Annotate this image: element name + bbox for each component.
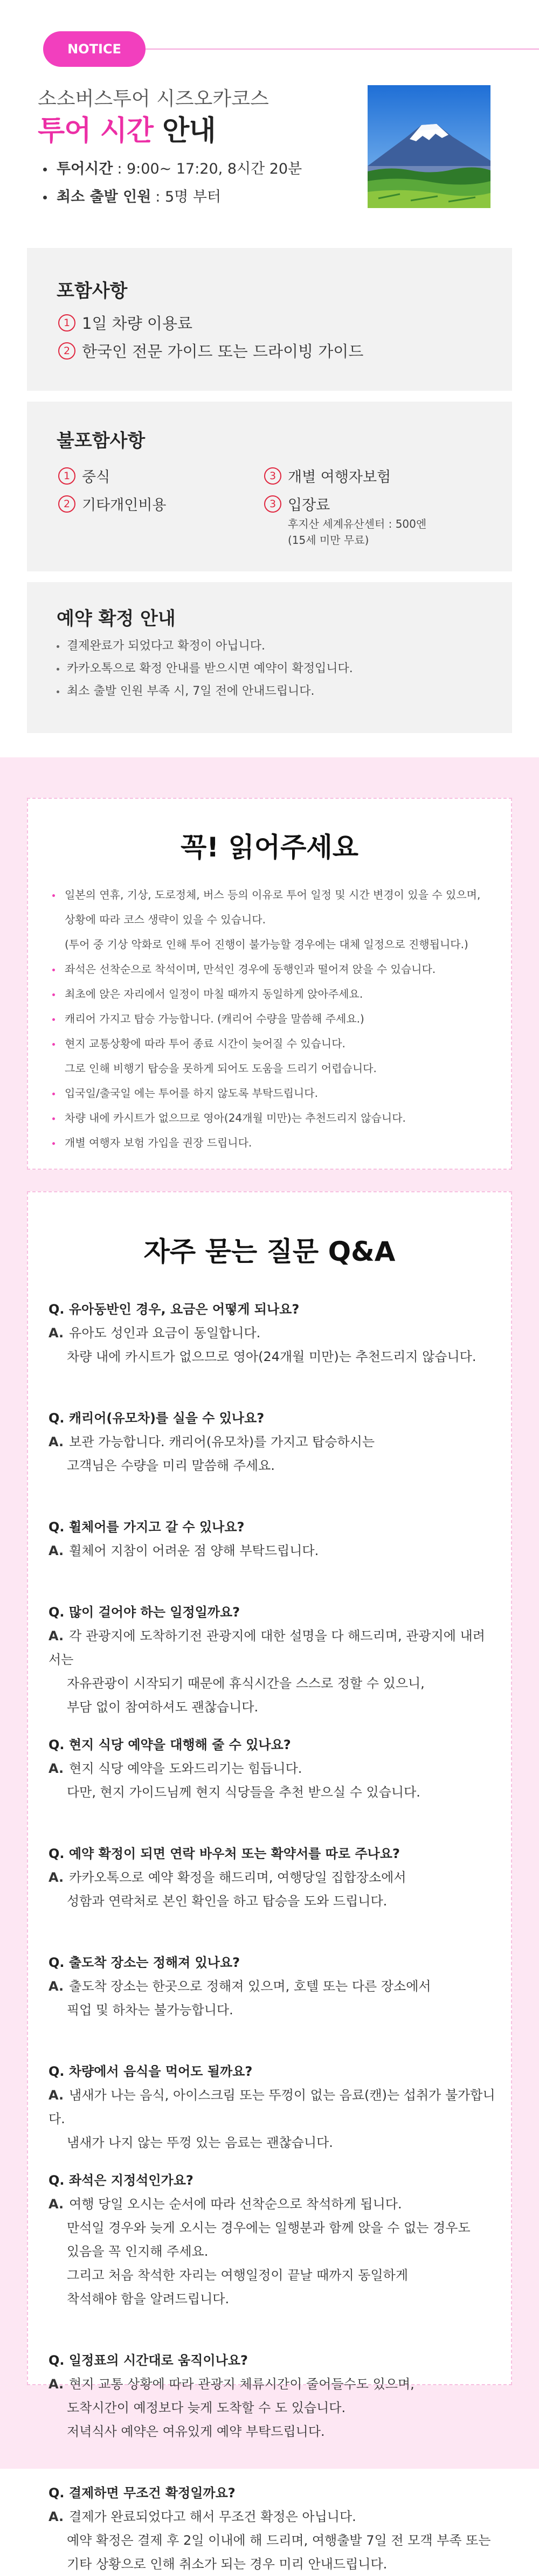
- bullet-dot: [52, 1142, 55, 1145]
- answer-prefix: A.: [49, 2377, 64, 2392]
- number-circle: 3: [264, 495, 281, 513]
- included-item: [58, 340, 363, 362]
- must-read-line: [52, 1056, 480, 1081]
- must-read-line: [52, 1106, 480, 1130]
- faq-answer-continued: 있음을 꼭 인지해 주세요.: [67, 2244, 209, 2259]
- answer-text: 결제가 완료되었다고 해서 무조건 확정은 아닙니다.: [69, 2509, 356, 2524]
- faq-item: [49, 1406, 496, 1477]
- number-circle: 3: [264, 467, 281, 485]
- faq-item: [49, 1515, 496, 1563]
- info-label: 투어시간: [57, 161, 113, 177]
- mount-fuji-image: [368, 85, 490, 208]
- faq-answer: [49, 1430, 496, 1454]
- line-text: 개별 여행자 보험 가입을 권장 드립니다.: [65, 1136, 252, 1149]
- included-title: 포함사항: [57, 280, 128, 302]
- must-read-list: [52, 882, 480, 1155]
- answer-prefix: A.: [49, 1543, 64, 1558]
- faq-answer: [49, 1539, 496, 1563]
- answer-prefix: A.: [49, 2088, 64, 2103]
- faq-answer-continued: 만석일 경우와 늦게 오시는 경우에는 일행분과 함께 앉을 수 없는 경우도: [67, 2220, 471, 2235]
- bullet-dot: [52, 1043, 55, 1046]
- faq-answer-continued: 자유관광이 시작되기 때문에 휴식시간을 스스로 정할 수 있으니,: [67, 1676, 425, 1691]
- note-line: (15세 미만 무료): [288, 534, 369, 547]
- bullet-dot: [57, 690, 59, 693]
- faq-answer: [49, 1624, 496, 1672]
- faq-answer-continued: 기타 상황으로 인해 취소가 되는 경우 미리 안내드립니다.: [67, 2557, 388, 2572]
- line-text: 최초에 앉은 자리에서 일정이 마칠 때까지 동일하게 앉아주세요.: [65, 987, 363, 1000]
- faq-answer-continued: 착석해야 함을 알려드립니다.: [67, 2291, 230, 2306]
- bullet-dot: [57, 668, 59, 671]
- must-read-line: [52, 907, 480, 932]
- faq-item: [49, 1842, 496, 1913]
- faq-item: [49, 1600, 496, 1719]
- faq-answer: [49, 1974, 496, 1998]
- faq-answer: [49, 1757, 496, 1780]
- bullet-dot: [43, 196, 47, 199]
- reservation-list: [57, 635, 353, 703]
- page-title: [38, 108, 216, 148]
- must-read-line: [52, 882, 480, 907]
- item-text: 기타개인비용: [82, 497, 167, 514]
- number-circle: 1: [58, 467, 75, 485]
- faq-answer: [49, 1866, 496, 1889]
- list-item: [57, 635, 353, 658]
- bullet-dot: [52, 1093, 55, 1095]
- item-text: 중식: [82, 469, 110, 486]
- excluded-item: [58, 465, 110, 486]
- faq-answer-continued: 예약 확정은 결제 후 2일 이내에 해 드리며, 여행출발 7일 전 모객 부족 또는: [67, 2533, 491, 2548]
- answer-text: 각 관광지에 도착하기전 관광지에 대한 설명을 다 해드리며, 관광지에 내려서는: [49, 1628, 485, 1667]
- must-read-line: [52, 957, 480, 982]
- faq-answer-continued: 픽업 및 하차는 불가능합니다.: [67, 2002, 233, 2018]
- list-item: [57, 680, 353, 703]
- faq-question: Q. 차량에서 음식을 먹어도 될까요?: [49, 2064, 253, 2079]
- must-read-title: 꼭! 읽어주세요: [180, 832, 358, 863]
- answer-prefix: A.: [49, 1628, 64, 1643]
- faq-item: [49, 1951, 496, 2022]
- must-read-line: [52, 1031, 480, 1056]
- faq-answer: [49, 2192, 496, 2216]
- info-label: 최소 출발 인원: [57, 189, 151, 205]
- must-read-line: [52, 1130, 480, 1155]
- faq-question: Q. 현지 식당 예약을 대행해 줄 수 있나요?: [49, 1737, 291, 1752]
- must-read-box: [27, 798, 512, 1170]
- faq-question: Q. 많이 걸어야 하는 일정일까요?: [49, 1605, 240, 1620]
- title-rest: 안내: [153, 115, 216, 147]
- answer-prefix: A.: [49, 1761, 64, 1776]
- bullet-dot: [52, 969, 55, 971]
- bullet-dot: [57, 645, 59, 648]
- faq-question: Q. 결제하면 무조건 확정일까요?: [49, 2485, 236, 2501]
- answer-text: 휠체어 지참이 어려운 점 양해 부탁드립니다.: [69, 1543, 319, 1558]
- must-read-line: [52, 982, 480, 1006]
- must-read-line: [52, 932, 480, 957]
- faq-question: Q. 유아동반인 경우, 요금은 어떻게 되나요?: [49, 1302, 300, 1317]
- answer-prefix: A.: [49, 2197, 64, 2212]
- answer-prefix: A.: [49, 1870, 64, 1885]
- faq-question: Q. 휠체어를 가지고 갈 수 있나요?: [49, 1520, 245, 1535]
- faq-question: Q. 출도착 장소는 정해져 있나요?: [49, 1955, 240, 1970]
- admission-note: [288, 516, 426, 548]
- faq-item: [49, 1733, 496, 1804]
- info-value: : 9:00~ 17:20, 8시간 20분: [117, 161, 302, 177]
- answer-prefix: A.: [49, 1434, 64, 1449]
- pink-section: [0, 757, 539, 2572]
- faq-answer-continued: 고객님은 수량을 미리 말씀해 주세요.: [67, 1458, 275, 1473]
- faq-item: [49, 2168, 496, 2311]
- included-box: [27, 248, 512, 391]
- answer-text: 유아도 성인과 요금이 동일합니다.: [69, 1325, 261, 1341]
- min-people-row: [43, 183, 302, 211]
- faq-answer-continued: 차량 내에 카시트가 없으므로 영아(24개월 미만)는 추천드리지 않습니다.: [67, 1349, 476, 1364]
- answer-prefix: A.: [49, 1979, 64, 1994]
- faq-answer-continued: 냄새가 나지 않는 뚜껑 있는 음료는 괜찮습니다.: [67, 2135, 333, 2150]
- line-text: 차량 내에 카시트가 없으므로 영아(24개월 미만)는 추천드리지 않습니다.: [65, 1111, 406, 1124]
- answer-prefix: A.: [49, 1325, 64, 1341]
- number-circle: 2: [58, 342, 75, 360]
- title-highlight: 투어 시간: [38, 115, 154, 147]
- faq-question: Q. 일정표의 시간대로 움직이나요?: [49, 2353, 248, 2368]
- bullet-dot: [52, 1018, 55, 1021]
- page-subtitle: 소소버스투어 시즈오카코스: [38, 88, 269, 110]
- line-text: 현지 교통상황에 따라 투어 종료 시간이 늦어질 수 있습니다.: [65, 1037, 345, 1050]
- faq-answer: [49, 2083, 496, 2131]
- notice-badge: NOTICE: [43, 31, 146, 67]
- item-text: 최소 출발 인원 부족 시, 7일 전에 안내드립니다.: [67, 685, 315, 698]
- line-text: 캐리어 가지고 탑승 가능합니다. (캐리어 수량을 말씀해 주세요.): [65, 1012, 364, 1025]
- faq-item: [49, 1297, 496, 1369]
- excluded-item: [264, 465, 391, 486]
- tour-time-row: [43, 155, 302, 183]
- number-circle: 2: [58, 495, 75, 513]
- line-text: 일본의 연휴, 기상, 도로정체, 버스 등의 이유로 투어 일정 및 시간 변경이 있을 수 있으며,: [65, 888, 481, 901]
- item-text: 한국인 전문 가이드 또는 드라이빙 가이드: [82, 342, 364, 361]
- bullet-dot: [52, 894, 55, 897]
- bullet-dot: [52, 993, 55, 996]
- faq-answer: [49, 2372, 496, 2396]
- notice-divider: [146, 49, 539, 50]
- answer-text: 냄새가 나는 음식, 아이스크림 또는 뚜껑이 없는 음료(캔)는 섭취가 불가합니다.: [49, 2088, 495, 2126]
- line-text: 좌석은 선착순으로 착석이며, 만석인 경우에 동행인과 떨어져 앉을 수 있습니다.: [65, 963, 436, 976]
- line-text: 입국일/출국일 에는 투어를 하지 않도록 부탁드립니다.: [65, 1087, 318, 1100]
- faq-question: Q. 좌석은 지정석인가요?: [49, 2173, 194, 2188]
- faq-answer: [49, 1321, 496, 1345]
- bullet-dot: [52, 1117, 55, 1120]
- faq-answer-continued: 부담 없이 참여하셔도 괜찮습니다.: [67, 1700, 259, 1715]
- reservation-title: 예약 확정 안내: [57, 608, 176, 630]
- faq-answer: [49, 2505, 496, 2529]
- item-text: 개별 여행자보험: [288, 469, 391, 486]
- list-item: [57, 658, 353, 680]
- excluded-item: [264, 493, 330, 514]
- number-circle: 1: [58, 314, 75, 332]
- answer-text: 현지 교통 상황에 따라 관광지 체류시간이 줄어들수도 있으며,: [69, 2377, 414, 2392]
- excluded-title: 불포함사항: [57, 430, 146, 452]
- answer-text: 여행 당일 오시는 순서에 따라 선착순으로 착석하게 됩니다.: [69, 2197, 402, 2212]
- faq-question: Q. 캐리어(유모차)를 실을 수 있나요?: [49, 1411, 265, 1426]
- header: [0, 0, 539, 253]
- excluded-box: [27, 402, 512, 571]
- faq-answer-continued: 도착시간이 예정보다 늦게 도착할 수 도 있습니다.: [67, 2400, 346, 2415]
- line-text: (투어 중 기상 악화로 인해 투어 진행이 불가능할 경우에는 대체 일정으로 진행됩니다.): [65, 938, 468, 951]
- excluded-item: [58, 493, 167, 514]
- reservation-box: [27, 582, 512, 733]
- item-text: 1일 차량 이용료: [82, 314, 192, 333]
- line-text: 상황에 따라 코스 생략이 있을 수 있습니다.: [65, 913, 266, 926]
- item-text: 결제완료가 되었다고 확정이 아닙니다.: [67, 639, 266, 653]
- faq-answer-continued: 성함과 연락처로 본인 확인을 하고 탑승을 도와 드립니다.: [67, 1894, 388, 1909]
- must-read-line: [52, 1006, 480, 1031]
- must-read-line: [52, 1081, 480, 1106]
- faq-answer-continued: 저녁식사 예약은 여유있게 예약 부탁드립니다.: [67, 2424, 325, 2439]
- tour-info-list: [43, 155, 302, 211]
- answer-prefix: A.: [49, 2509, 64, 2524]
- faq-box: [27, 1191, 512, 2572]
- included-item: [58, 312, 192, 334]
- faq-answer-continued: 그리고 처음 착석한 자리는 여행일정이 끝날 때까지 동일하게: [67, 2268, 409, 2283]
- faq-item: [49, 2349, 496, 2443]
- faq-answer-continued: 다만, 현지 가이드님께 현지 식당들을 추천 받으실 수 있습니다.: [67, 1785, 420, 1800]
- item-text: 입장료: [288, 497, 330, 514]
- faq-question: Q. 예약 확정이 되면 연락 바우처 또는 확약서를 따로 주나요?: [49, 1846, 400, 1861]
- faq-item: [49, 2060, 496, 2154]
- answer-text: 카카오톡으로 예약 확정을 해드리며, 여행당일 집합장소에서: [69, 1870, 406, 1885]
- answer-text: 출도착 장소는 한곳으로 정해져 있으며, 호텔 또는 다른 장소에서: [69, 1979, 431, 1994]
- bullet-dot: [43, 168, 47, 171]
- line-text: 그로 인해 비행기 탑승을 못하게 되어도 도움을 드리기 어렵습니다.: [65, 1062, 377, 1075]
- item-text: 카카오톡으로 확정 안내를 받으시면 예약이 확정입니다.: [67, 662, 353, 675]
- faq-title: 자주 묻는 질문 Q&A: [143, 1236, 396, 1267]
- faq-item: [49, 2481, 496, 2576]
- answer-text: 보관 가능합니다. 캐리어(유모차)를 가지고 탑승하시는: [69, 1434, 375, 1449]
- answer-text: 현지 식당 예약을 도와드리기는 힘듭니다.: [69, 1761, 302, 1776]
- info-value: : 5명 부터: [155, 189, 221, 205]
- note-line: 후지산 세계유산센터 : 500엔: [288, 517, 427, 530]
